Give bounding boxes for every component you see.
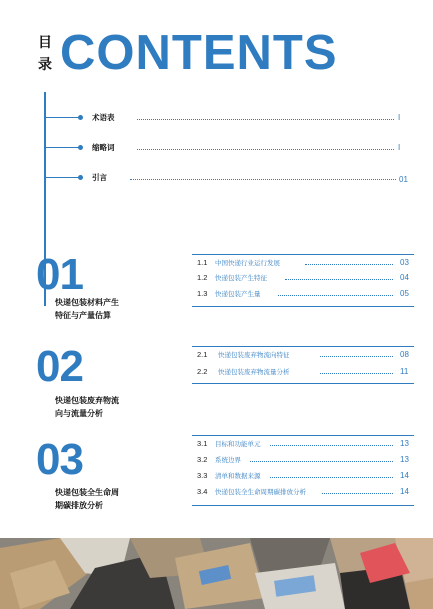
section-page: 14 bbox=[400, 471, 409, 480]
section-number: 3.2 bbox=[197, 455, 208, 464]
section-divider bbox=[192, 505, 414, 506]
section-number: 1.3 bbox=[197, 289, 208, 298]
timeline-connector bbox=[45, 147, 81, 148]
section-page: 05 bbox=[400, 289, 409, 298]
toc-page-number: I bbox=[398, 113, 401, 122]
section-title[interactable]: 快递包装全生命周期碳排放分析 bbox=[215, 488, 306, 496]
page-title: CONTENTS bbox=[60, 26, 338, 80]
section-number: 3.3 bbox=[197, 471, 208, 480]
chapter-title-line1[interactable]: 快递包装材料产生 bbox=[55, 298, 119, 307]
section-number: 3.1 bbox=[197, 439, 208, 448]
leader-dots bbox=[278, 295, 393, 296]
section-title[interactable]: 快递包装废弃物流向特征 bbox=[218, 351, 290, 359]
section-number: 1.1 bbox=[197, 258, 208, 267]
toc-item-abbreviations[interactable]: 缩略词 bbox=[92, 143, 115, 152]
bullet-dot-icon bbox=[78, 145, 83, 150]
section-page: 13 bbox=[400, 439, 409, 448]
chapter-title-line1[interactable]: 快递包装废弃物流 bbox=[55, 396, 119, 405]
packages-photo bbox=[0, 538, 433, 609]
section-divider bbox=[192, 254, 414, 255]
toc-page-number: 01 bbox=[399, 175, 408, 184]
chapter-title-line2[interactable]: 向与流量分析 bbox=[55, 409, 103, 418]
section-divider bbox=[192, 306, 414, 307]
chapter-title-line1[interactable]: 快递包装全生命周 bbox=[55, 488, 119, 497]
chapter-number: 02 bbox=[36, 342, 83, 391]
chapter-number: 03 bbox=[36, 435, 83, 484]
section-title[interactable]: 清单和数据来源 bbox=[215, 472, 261, 480]
chapter-number: 01 bbox=[36, 250, 83, 299]
leader-dots bbox=[270, 445, 393, 446]
leader-dots bbox=[320, 373, 393, 374]
section-divider bbox=[192, 435, 414, 436]
bullet-dot-icon bbox=[78, 175, 83, 180]
section-title[interactable]: 目标和功能单元 bbox=[215, 440, 261, 448]
leader-dots bbox=[320, 356, 393, 357]
section-page: 14 bbox=[400, 487, 409, 496]
leader-dots bbox=[285, 279, 393, 280]
section-title[interactable]: 系统边界 bbox=[215, 456, 241, 464]
section-divider bbox=[192, 383, 414, 384]
toc-item-introduction[interactable]: 引言 bbox=[92, 173, 107, 182]
section-page: 03 bbox=[400, 258, 409, 267]
toc-item-glossary[interactable]: 术语表 bbox=[92, 113, 115, 122]
section-page: 13 bbox=[400, 455, 409, 464]
chapter-title-line2[interactable]: 特征与产量估算 bbox=[55, 311, 111, 320]
section-number: 3.4 bbox=[197, 487, 208, 496]
leader-dots bbox=[130, 179, 396, 180]
section-number: 1.2 bbox=[197, 273, 208, 282]
section-title[interactable]: 中国快递行业运行发展 bbox=[215, 259, 280, 267]
title-char-lu: 录 bbox=[38, 57, 52, 73]
section-divider bbox=[192, 346, 414, 347]
leader-dots bbox=[137, 149, 394, 150]
section-title[interactable]: 快递包装废弃物流量分析 bbox=[218, 368, 290, 376]
section-number: 2.1 bbox=[197, 350, 208, 359]
section-page: 04 bbox=[400, 273, 409, 282]
leader-dots bbox=[250, 461, 393, 462]
leader-dots bbox=[270, 477, 393, 478]
chapter-title-line2[interactable]: 期碳排放分析 bbox=[55, 501, 103, 510]
title-char-mu: 目 bbox=[38, 35, 52, 51]
bullet-dot-icon bbox=[78, 115, 83, 120]
leader-dots bbox=[322, 493, 393, 494]
leader-dots bbox=[305, 264, 393, 265]
timeline-connector bbox=[45, 177, 81, 178]
section-page: 11 bbox=[400, 367, 409, 376]
section-page: 08 bbox=[400, 350, 409, 359]
leader-dots bbox=[137, 119, 394, 120]
toc-page-number: I bbox=[398, 143, 401, 152]
section-number: 2.2 bbox=[197, 367, 208, 376]
section-title[interactable]: 快递包装产生量 bbox=[215, 290, 261, 298]
section-title[interactable]: 快递包装产生特征 bbox=[215, 274, 267, 282]
timeline-connector bbox=[45, 117, 81, 118]
